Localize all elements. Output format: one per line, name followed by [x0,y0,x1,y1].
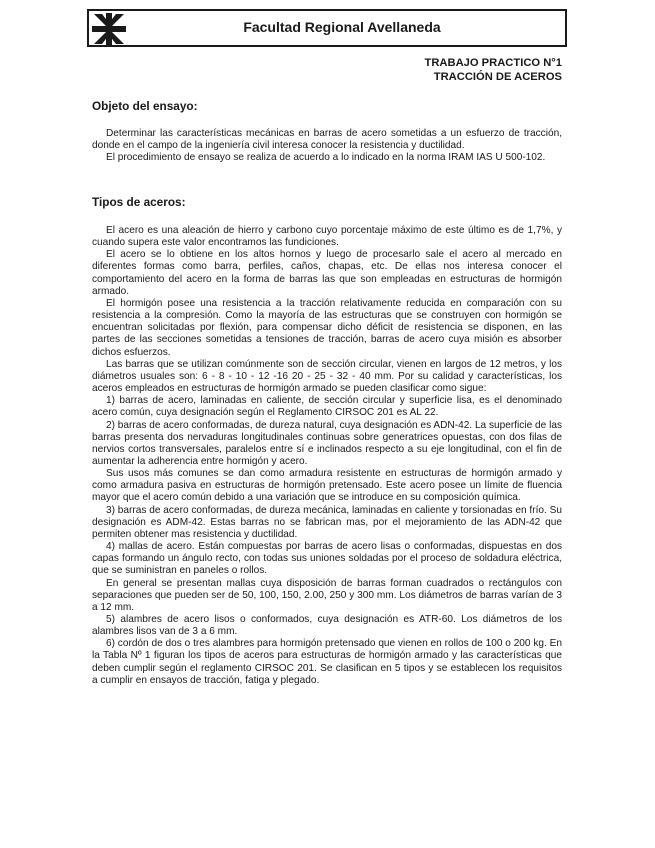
section-body-tipos [92,225,562,687]
paragraph: El hormigón posee una resistencia a la tracción relativamente reducida en comparación con su resistencia a la compresión. Como la mayoría de las estructuras que se construyen con hormigón se encuentran solicitadas por flexión, para compensar dicho déficit de resistencia se disponen, en las partes de las secciones sometidas a tensiones de tracción, barras de acero cuya misión es absorber dichos esfuerzos. [92,297,562,358]
paragraph: 2) barras de acero conformadas, de dureza natural, cuya designación es ADN-42. La superficie de las barras presenta dos nervaduras longitudinales continuas sobre generatrices opuestas, con dos filas de nervios cortos transversales, paralelos entre sí e inclinados respecto a su eje longitudinal, con el fin de aumentar la adherencia entre hormigón y acero. [92,419,562,467]
paragraph: El procedimiento de ensayo se realiza de acuerdo a lo indicado en la norma IRAM IAS U 500-102. [106,152,546,164]
paragraph: El acero se lo obtiene en los altos hornos y luego de procesarlo sale el acero al mercado en diferentes formas como barra, perfiles, caños, chapas, etc. De ellas nos interesa conocer el comportamiento del acero en la forma de barras las que son empleadas en estructuras de hormigón armado. [92,249,562,297]
paragraph: 1) barras de acero, laminadas en caliente, de sección circular y superficie lisa, es el denominado acero común, cuya designación según el Reglamento CIRSOC 201 es AL 22. [92,395,562,419]
paragraph: En general se presentan mallas cuya disposición de barras forman cuadrados o rectángulos con separaciones que pueden ser de 50, 100, 150, 2.00, 250 y 300 mm. Los diámetros de barras varían de 3 a 12 mm. [92,577,562,613]
paragraph: Sus usos más comunes se dan como armadura resistente en estructuras de hormigón armado y como armadura pasiva en estructuras de hormigón pretensado. Este acero posee un límite de fluencia mayor que el acero común debido a una variación que se introduce en su composición química. [92,468,562,504]
title-line-2: TRACCIÓN DE ACEROS [433,71,562,83]
paragraph: Las barras que se utilizan comúnmente son de sección circular, vienen en largos de 12 metros, y los diámetros usuales son: 6 - 8 - 10 - 12 -16 20 - 25 - 32 - 40 mm. Por su calidad y características, los aceros empleados en estructuras de hormigón armado se pueden clasificar como sigue: [92,358,562,395]
document-title [425,56,563,84]
paragraph: 3) barras de acero conformadas, de dureza mecánica, laminadas en caliente y torsionadas en frío. Su designación es ADM-42. Estas barras no se fabrican mas, por el mejoramiento de las ADN-42 que permiten obtener mas resistencia y ductilidad. [92,504,562,540]
title-line-1: TRABAJO PRACTICO N°1 [424,57,562,69]
institution-name: Facultad Regional Avellaneda [243,19,441,35]
paragraph: El acero es una aleación de hierro y carbono cuyo porcentaje máximo de este último es de 1,7%, y cuando supera este valor encontramos las fundiciones. [92,225,562,249]
paragraph: 4) mallas de acero. Están compuestas por barras de acero lisas o conformadas, dispuestas en dos capas formando un ángulo recto, con todas sus uniones soldadas por el proceso de soldadura eléctrica, que se suministran en paneles o rollos. [92,541,562,577]
paragraph: Determinar las características mecánicas en barras de acero sometidas a un esfuerzo de tracción, donde en el campo de la ingeniería civil interesa conocer la resistencia y ductilidad. [92,128,562,152]
paragraph: 5) alambres de acero lisos o conformados, cuya designación es ATR-60. Los diámetros de los alambres lisos van de 3 a 6 mm. [92,614,562,638]
section-body-objeto [92,128,562,164]
paragraph: 6) cordón de dos o tres alambres para hormigón pretensado que vienen en rollos de 100 o 200 kg. En la Tabla Nº 1 figuran los tipos de aceros para estructuras de hormigón armado y las características que deben cumplir según el reglamento CIRSOC 201. Se clasifican en 5 tipos y se establecen los requisitos a cumplir en ensayos de tracción, fatiga y plegado. [92,638,562,686]
section-heading-tipos: Tipos de aceros: [92,195,186,209]
section-heading-objeto: Objeto del ensayo: [92,99,198,113]
page-header [87,9,567,47]
